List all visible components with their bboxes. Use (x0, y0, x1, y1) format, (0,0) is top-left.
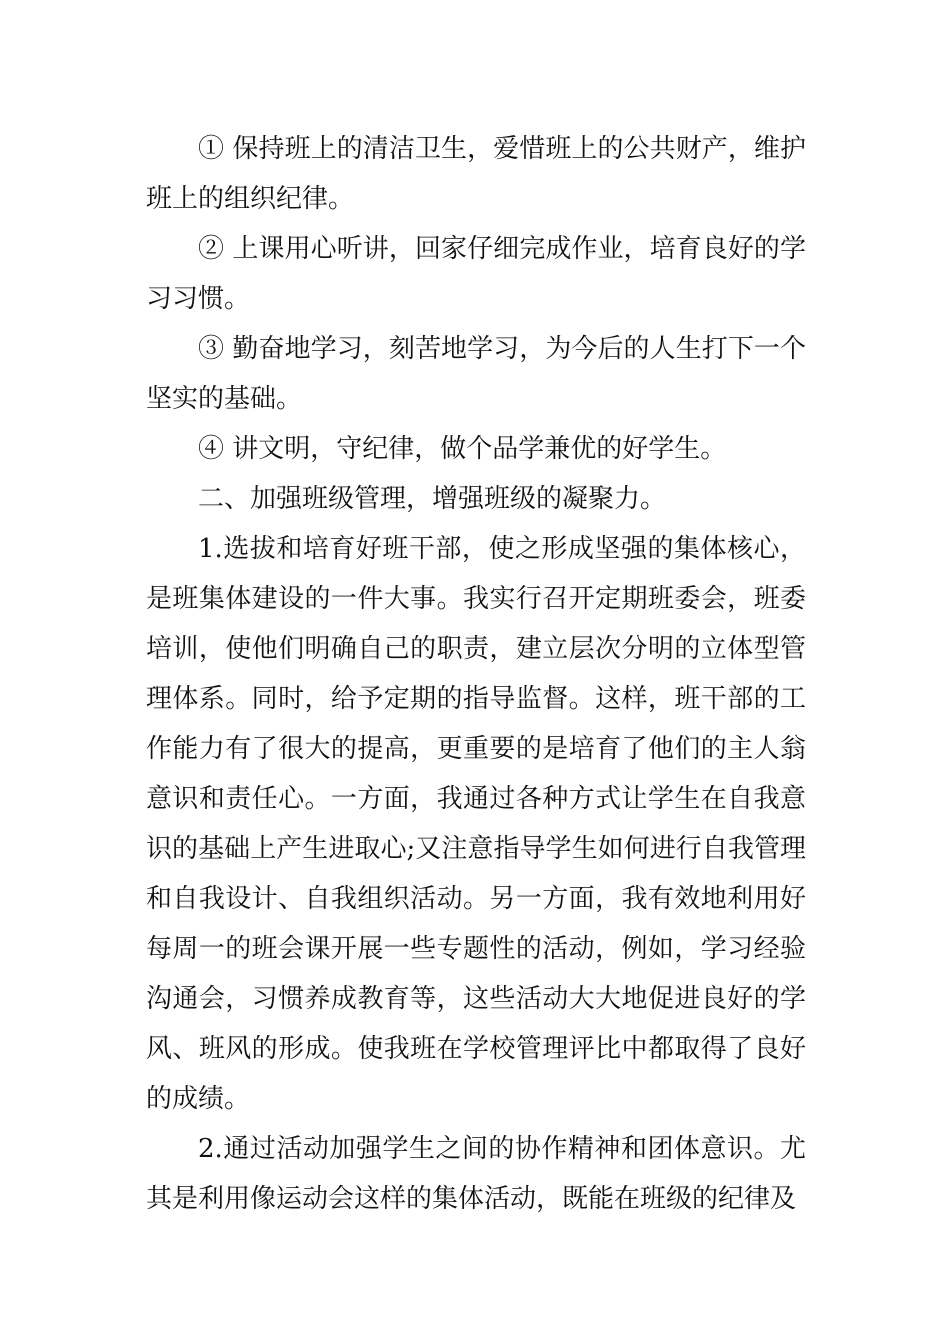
paragraph-rule-3: ③ 勤奋地学习，刻苦地学习，为今后的人生打下一个坚实的基础。 (146, 334, 806, 414)
paragraph-activities: 2.通过活动加强学生之间的协作精神和团体意识。尤其是利用像运动会这样的集体活动，既能在班级的纪律及 (146, 1134, 806, 1214)
paragraph-rule-1: ① 保持班上的清洁卫生，爱惜班上的公共财产，维护班上的组织纪律。 (146, 134, 806, 214)
section-heading: 二、加强班级管理，增强班级的凝聚力。 (198, 484, 667, 514)
paragraph-rule-4: ④ 讲文明，守纪律，做个品学兼优的好学生。 (198, 434, 727, 464)
paragraph-class-cadres: 1.选拔和培育好班干部，使之形成坚强的集体核心，是班集体建设的一件大事。我实行召开定期班委会，班委培训，使他们明确自己的职责，建立层次分明的立体型管理体系。同时，给予定期的指导监督。这样，班干部的工作能力有了很大的提高，更重要的是培育了他们的主人翁意识和责任心。一方面，我通过各种方式让学生在自我意识的基础上产生进取心;又注意指导学生如何进行自我管理和自我设计、自我组织活动。另一方面，我有效地利用好每周一的班会课开展一些专题性的活动，例如，学习经验沟通会，习惯养成教育等，这些活动大大地促进良好的学风、班风的形成。使我班在学校管理评比中都取得了良好的成绩。 (146, 534, 806, 1114)
document-page (146, 124, 806, 1224)
paragraph-rule-2: ② 上课用心听讲，回家仔细完成作业，培育良好的学习习惯。 (146, 234, 806, 314)
